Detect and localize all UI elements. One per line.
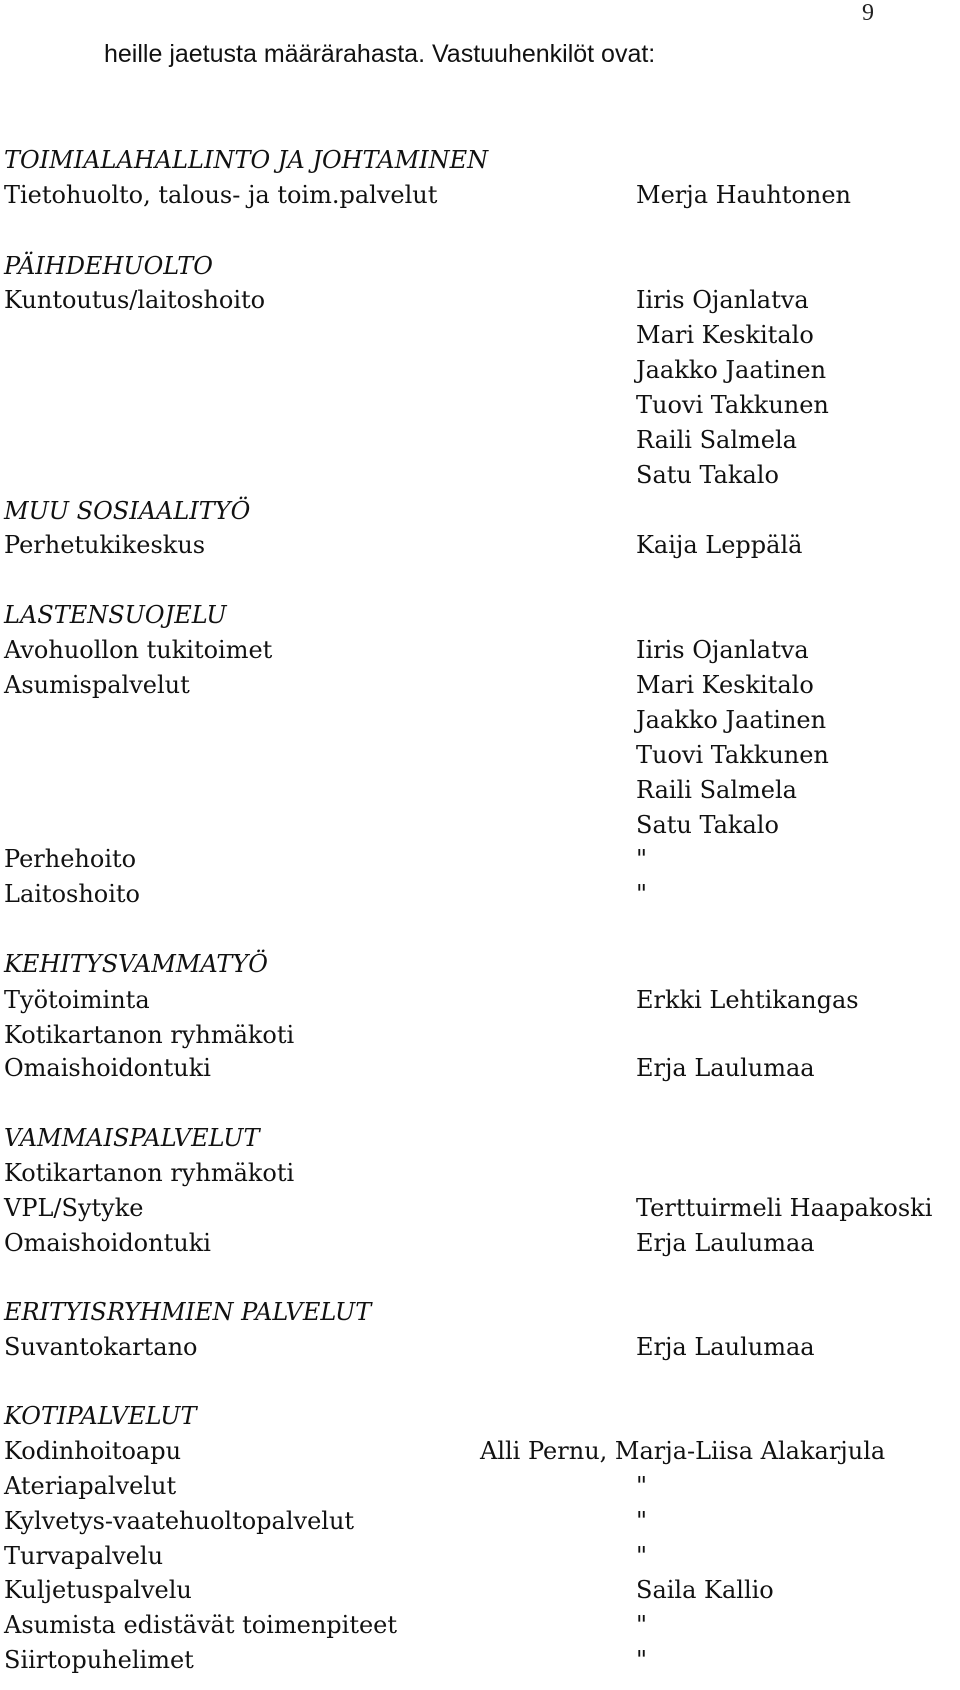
- responsible-person: ": [636, 1507, 648, 1535]
- responsible-person: Alli Pernu, Marja-Liisa Alakarjula: [480, 1437, 886, 1465]
- service-line: Omaishoidontuki: [4, 1054, 211, 1082]
- section-heading: MUU SOSIAALITYÖ: [4, 497, 251, 525]
- section-heading: KOTIPALVELUT: [4, 1402, 197, 1430]
- responsible-person: Tuovi Takkunen: [636, 391, 829, 419]
- responsible-person: Jaakko Jaatinen: [636, 356, 827, 384]
- section-heading: VAMMAISPALVELUT: [4, 1124, 260, 1152]
- service-line: Kuntoutus/laitoshoito: [4, 286, 266, 314]
- responsible-person: Iiris Ojanlatva: [636, 636, 809, 664]
- service-line: Siirtopuhelimet: [4, 1646, 194, 1674]
- service-line: Omaishoidontuki: [4, 1229, 211, 1257]
- service-line: VPL/Sytyke: [4, 1194, 144, 1222]
- responsible-person: Erja Laulumaa: [636, 1333, 815, 1361]
- responsible-person: Satu Takalo: [636, 811, 779, 839]
- section-heading: PÄIHDEHUOLTO: [4, 252, 213, 280]
- service-line: Kotikartanon ryhmäkoti: [4, 1021, 295, 1049]
- responsible-person: Erkki Lehtikangas: [636, 986, 859, 1014]
- responsible-person: Terttuirmeli Haapakoski: [636, 1194, 933, 1222]
- service-line: Perhetukikeskus: [4, 531, 206, 559]
- service-line: Kylvetys-vaatehuoltopalvelut: [4, 1507, 355, 1535]
- section-heading: KEHITYSVAMMATYÖ: [4, 950, 268, 978]
- responsible-person: Jaakko Jaatinen: [636, 706, 827, 734]
- intro-text: heille jaetusta määrärahasta. Vastuuhenkilöt ovat:: [104, 40, 656, 68]
- section-heading: ERITYISRYHMIEN PALVELUT: [4, 1298, 372, 1326]
- section-heading: TOIMIALAHALLINTO JA JOHTAMINEN: [4, 146, 489, 174]
- responsible-person: Merja Hauhtonen: [636, 181, 851, 209]
- responsible-person: Tuovi Takkunen: [636, 741, 829, 769]
- responsible-person: Raili Salmela: [636, 426, 797, 454]
- service-line: Ateriapalvelut: [4, 1472, 177, 1500]
- responsible-person: ": [636, 1611, 648, 1639]
- page-number: 9: [862, 0, 874, 26]
- responsible-person: ": [636, 1646, 648, 1674]
- service-line: Turvapalvelu: [4, 1542, 164, 1570]
- service-line: Kodinhoitoapu: [4, 1437, 182, 1465]
- responsible-person: Erja Laulumaa: [636, 1054, 815, 1082]
- responsible-person: Saila Kallio: [636, 1576, 774, 1604]
- responsible-person: Mari Keskitalo: [636, 321, 814, 349]
- responsible-person: Mari Keskitalo: [636, 671, 814, 699]
- service-line: Tietohuolto, talous- ja toim.palvelut: [4, 181, 438, 209]
- responsible-person: Erja Laulumaa: [636, 1229, 815, 1257]
- service-line: Suvantokartano: [4, 1333, 198, 1361]
- responsible-person: Kaija Leppälä: [636, 531, 803, 559]
- responsible-person: Satu Takalo: [636, 461, 779, 489]
- responsible-person: ": [636, 1542, 648, 1570]
- service-line: Asumista edistävät toimenpiteet: [4, 1611, 398, 1639]
- responsible-person: Iiris Ojanlatva: [636, 286, 809, 314]
- service-line: Asumispalvelut: [4, 671, 190, 699]
- responsible-person: ": [636, 880, 648, 908]
- service-line: Työtoiminta: [4, 986, 150, 1014]
- service-line: Kuljetuspalvelu: [4, 1576, 192, 1604]
- service-line: Avohuollon tukitoimet: [4, 636, 273, 664]
- service-line: Kotikartanon ryhmäkoti: [4, 1159, 295, 1187]
- section-heading: LASTENSUOJELU: [4, 601, 227, 629]
- responsible-person: Raili Salmela: [636, 776, 797, 804]
- service-line: Perhehoito: [4, 845, 137, 873]
- service-line: Laitoshoito: [4, 880, 141, 908]
- responsible-person: ": [636, 1472, 648, 1500]
- responsible-person: ": [636, 845, 648, 873]
